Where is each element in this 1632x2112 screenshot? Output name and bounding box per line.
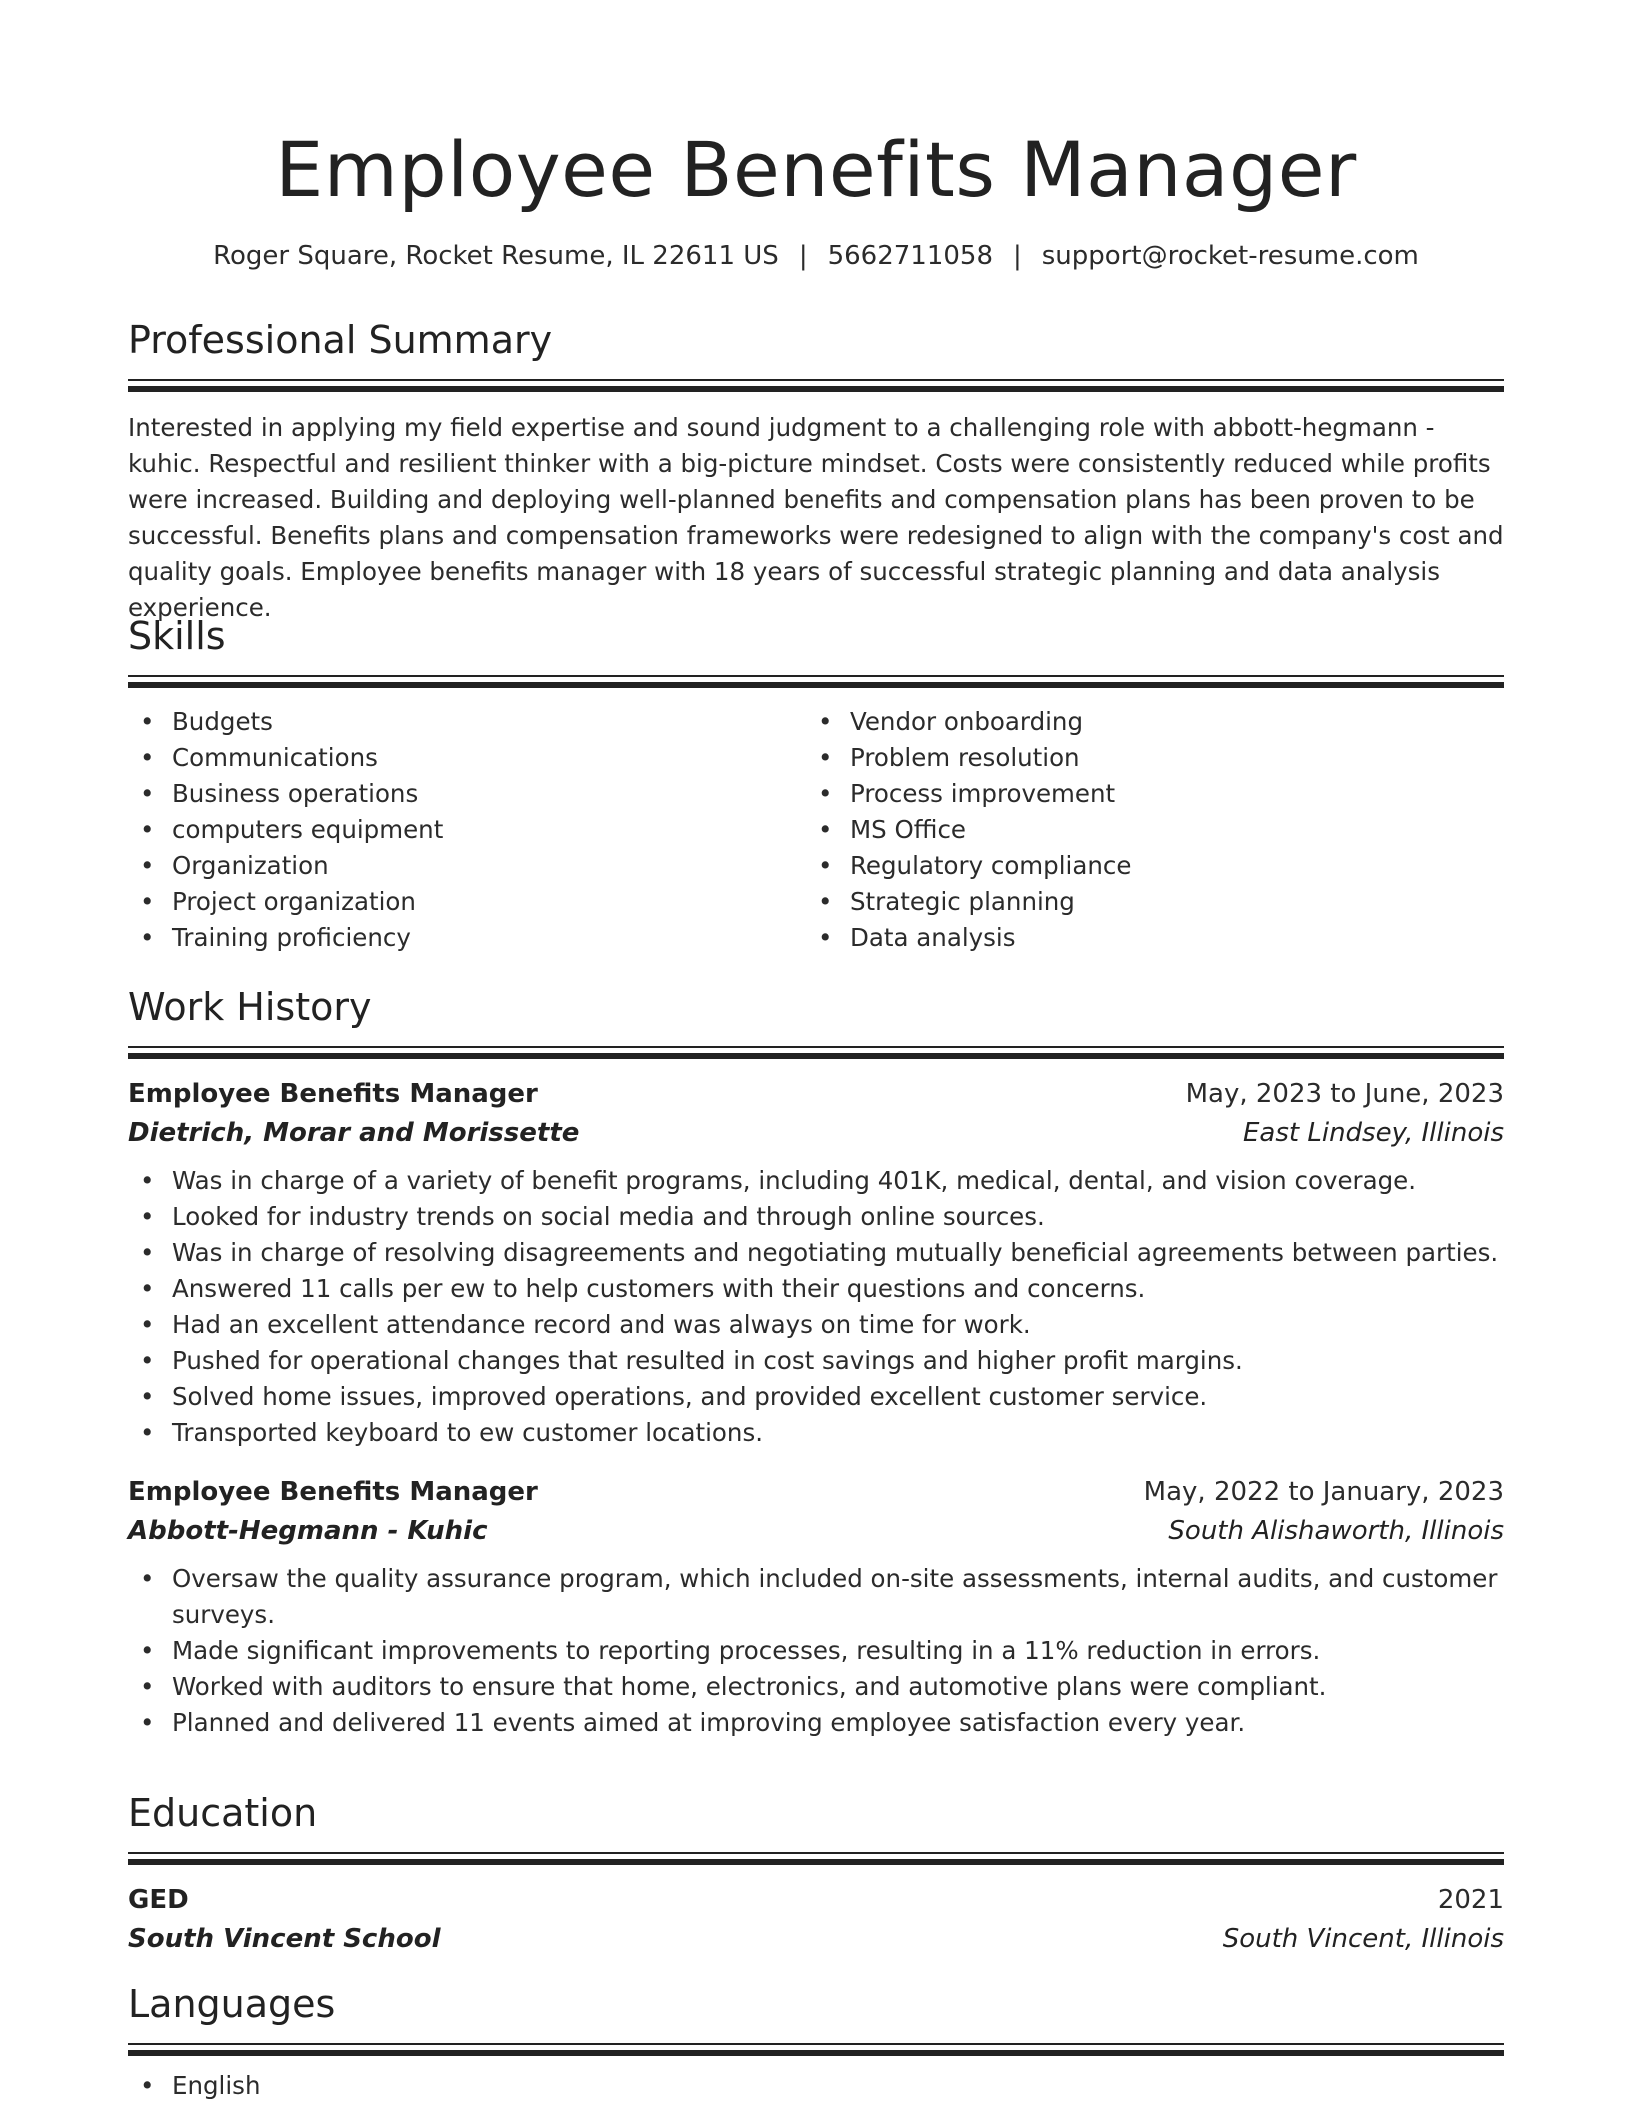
skill-item: • Strategic planning	[806, 884, 1484, 920]
skill-item: • computers equipment	[128, 812, 806, 848]
section-languages	[128, 1979, 1504, 2104]
job-bullet: • Planned and delivered 11 events aimed at improving employee satisfaction every year.	[128, 1705, 1504, 1741]
section-education	[128, 1788, 1504, 1959]
job-bullet: • Solved home issues, improved operations, and provided excellent customer service.	[128, 1379, 1504, 1415]
contact-line	[128, 238, 1504, 274]
job-bullets	[128, 1163, 1504, 1451]
skill-item: • Communications	[128, 740, 806, 776]
languages-list	[128, 2068, 1504, 2104]
job-bullet: • Had an excellent attendance record and was always on time for work.	[128, 1307, 1504, 1343]
skills-list-left	[128, 704, 806, 956]
section-summary	[128, 315, 1504, 626]
section-divider	[128, 1046, 1504, 1059]
section-title-work: Work History	[128, 985, 372, 1029]
job-bullets	[128, 1561, 1504, 1741]
contact-address: Roger Square, Rocket Resume, IL 22611 US	[213, 241, 779, 271]
job-bullet: • Pushed for operational changes that resulted in cost savings and higher profit margins.	[128, 1343, 1504, 1379]
job-location: East Lindsey, Illinois	[1243, 1118, 1504, 1148]
skill-item: • Project organization	[128, 884, 806, 920]
job-bullet: • Looked for industry trends on social media and through online sources.	[128, 1199, 1504, 1235]
education-location: South Vincent, Illinois	[1222, 1924, 1504, 1954]
skill-item: • Regulatory compliance	[806, 848, 1484, 884]
section-title-education: Education	[128, 1791, 318, 1835]
skills-columns	[128, 704, 1504, 956]
section-work-history	[128, 982, 1504, 1741]
education-school: South Vincent School	[128, 1924, 441, 1954]
job-entry	[128, 1473, 1504, 1741]
job-company: Abbott-Hegmann - Kuhic	[128, 1516, 488, 1546]
skill-item: • Process improvement	[806, 776, 1484, 812]
education-degree: GED	[128, 1885, 189, 1915]
skill-item: • Data analysis	[806, 920, 1484, 956]
summary-text: Interested in applying my field expertise and sound judgment to a challenging role with abbott-hegmann - kuhic. Respectful and resilient thinker with a big-picture mindset. Costs were consistently reduced while profits were increased. Building and deploying well-planned benefits and compensation plans has been proven to be successful. Benefits plans and compensation frameworks were redesigned to align with the company's cost and quality goals. Employee benefits manager with 18 years of successful strategic planning and data analysis experience.	[128, 413, 1504, 622]
job-title: Employee Benefits Manager	[128, 1079, 538, 1109]
job-bullet: • Oversaw the quality assurance program, which included on-site assessments, internal audits, and customer surveys.	[128, 1561, 1504, 1633]
contact-email[interactable]: support@rocket-resume.com	[1041, 241, 1419, 271]
section-divider	[128, 2043, 1504, 2056]
contact-separator: |	[1013, 241, 1022, 271]
contact-separator: |	[798, 241, 808, 271]
job-bullet: • Made significant improvements to reporting processes, resulting in a 11% reduction in errors.	[128, 1633, 1504, 1669]
job-company: Dietrich, Morar and Morissette	[128, 1118, 580, 1148]
job-dates: May, 2023 to June, 2023	[1185, 1079, 1504, 1109]
section-divider	[128, 675, 1504, 688]
skill-item: • Training proficiency	[128, 920, 806, 956]
section-title-languages: Languages	[128, 1982, 336, 2026]
skill-item: • Organization	[128, 848, 806, 884]
job-location: South Alishaworth, Illinois	[1168, 1516, 1504, 1546]
skill-item: • Budgets	[128, 704, 806, 740]
job-bullet: • Transported keyboard to ew customer locations.	[128, 1415, 1504, 1451]
skill-item: • Vendor onboarding	[806, 704, 1484, 740]
contact-phone: 5662711058	[827, 241, 993, 271]
job-bullet: • Answered 11 calls per ew to help customers with their questions and concerns.	[128, 1271, 1504, 1307]
section-title-skills: Skills	[128, 614, 226, 658]
skills-list-right	[806, 704, 1484, 956]
job-bullet: • Was in charge of resolving disagreements and negotiating mutually beneficial agreements between parties.	[128, 1235, 1504, 1271]
job-dates: May, 2022 to January, 2023	[1143, 1477, 1504, 1507]
section-title-summary: Professional Summary	[128, 318, 553, 362]
job-bullet: • Worked with auditors to ensure that home, electronics, and automotive plans were compliant.	[128, 1669, 1504, 1705]
section-skills	[128, 611, 1504, 956]
education-year: 2021	[1437, 1885, 1504, 1915]
education-entry	[128, 1881, 1504, 1959]
resume-title: Employee Benefits Manager	[275, 125, 1357, 214]
job-title: Employee Benefits Manager	[128, 1477, 538, 1507]
language-item: • English	[128, 2068, 1504, 2104]
job-bullet: • Was in charge of a variety of benefit programs, including 401K, medical, dental, and vision coverage.	[128, 1163, 1504, 1199]
skill-item: • Business operations	[128, 776, 806, 812]
skill-item: • MS Office	[806, 812, 1484, 848]
skill-item: • Problem resolution	[806, 740, 1484, 776]
section-divider	[128, 379, 1504, 392]
job-entry	[128, 1075, 1504, 1451]
section-divider	[128, 1852, 1504, 1865]
